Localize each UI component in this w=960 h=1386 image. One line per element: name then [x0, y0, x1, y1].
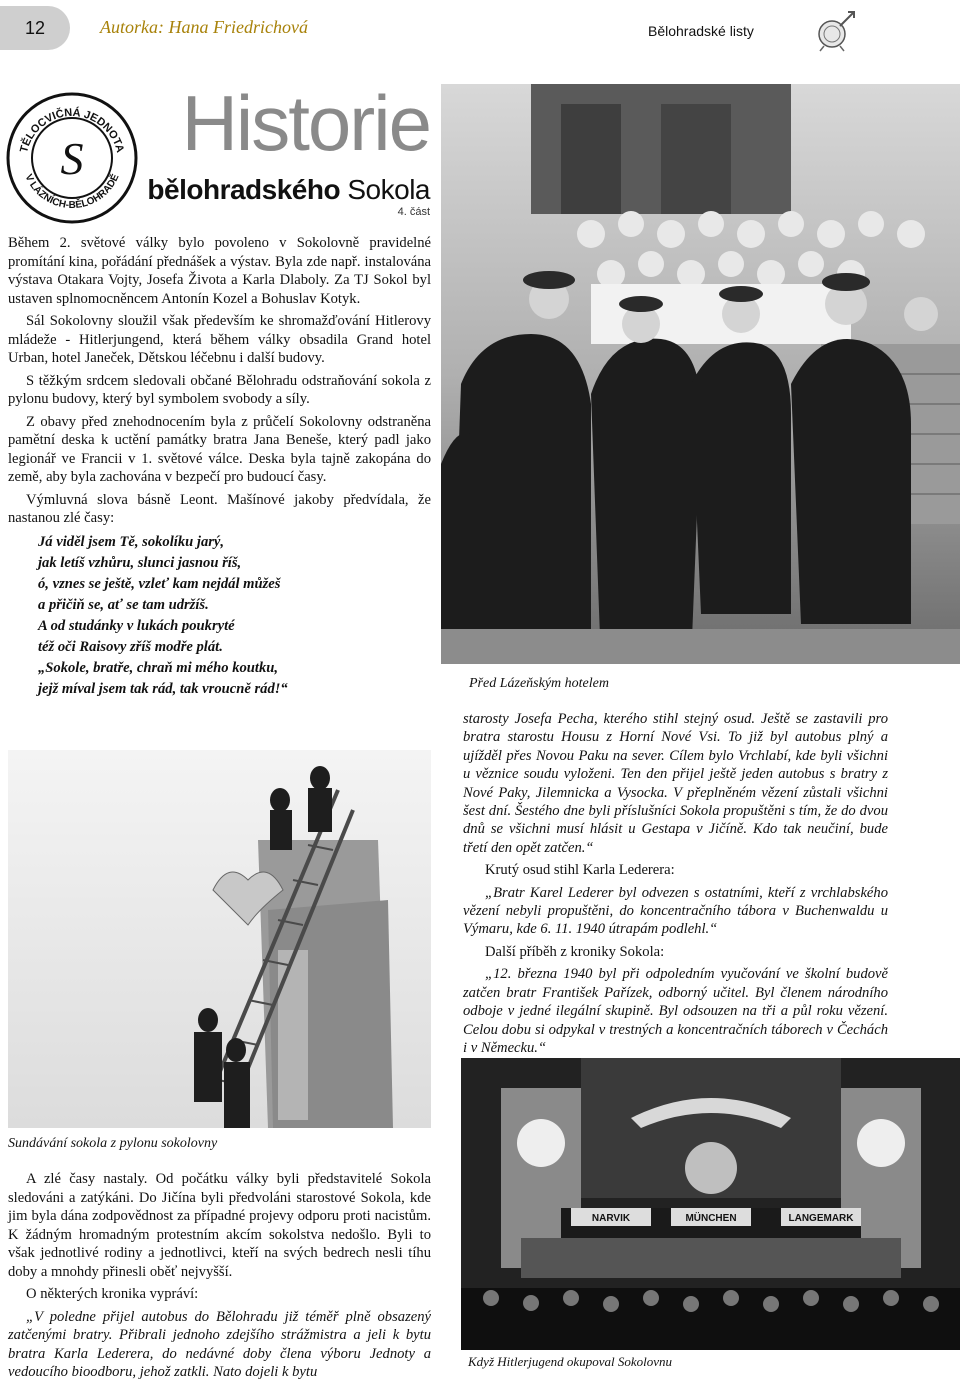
paragraph: Sál Sokolovny sloužil však především ke shromažďování Hitlerovy mládeže - Hitlerjungend, která během války obsadila Grand hotel Urban, hotel Janeček, Dětskou léčebnu i další budovy. [8, 313, 431, 366]
subtitle-bold: bělohradského [147, 174, 341, 205]
left-column [8, 234, 431, 700]
banner-munchen: MÜNCHEN [685, 1213, 737, 1224]
paragraph: S těžkým srdcem sledovali občané Bělohradu odstraňování sokola z pylonu budovy, který byl symbolem svobody a síly. [8, 372, 431, 407]
caption-hitlerjugend: Když Hitlerjugend okupoval Sokolovnu [468, 1354, 672, 1369]
poem-line: ó, vznes se ještě, vzleť kam nejdál můžeš [38, 575, 281, 592]
right-column [463, 710, 888, 1061]
page-number: 12 [24, 17, 46, 38]
publication-logo-icon [814, 8, 858, 52]
article-part: 4. část [397, 206, 430, 218]
page-number-tab [0, 6, 70, 50]
author-line: Autorka: Hana Friedrichová [100, 17, 308, 37]
caption-falcon-removal: Sundávání sokola z pylonu sokolovny [8, 1136, 218, 1151]
paragraph: Krutý osud stihl Karla Lederera: [485, 862, 675, 879]
paragraph: Další příběh z kroniky Sokola: [485, 943, 665, 960]
seal-text-top: TĚLOCVIČNÁ JEDNOTA [18, 106, 126, 154]
photo-hitlerjugend-hall [461, 1058, 960, 1350]
photo-group-spa-hotel [441, 84, 960, 664]
sokol-seal-logo [6, 92, 138, 224]
seal-monogram: S [60, 133, 84, 184]
poem-line: jejž míval jsem tak rád, tak vroucně rád!“ [38, 680, 288, 697]
poem-line: „Sokole, bratře, chraň mi mého koutku, [38, 659, 279, 676]
poem-line: jak letíš vzhůru, slunci jasnou říš, [38, 554, 242, 571]
photo-falcon-removal [8, 750, 431, 1128]
seal-text-bottom: V LÁZNÍCH-BĚLOHRADĚ [22, 172, 122, 212]
poem-line: A od studánky v lukách poukryté [38, 617, 235, 634]
paragraph: starosty Josefa Pecha, kterého stihl stejný osud. Ještě se zastavili pro bratra starostu Housu z Horní Nové Vsi. To již byl autobus plný a ujížděl přes Novou Paku na sever. Cílem bylo Vrchlabí, kde byli všichni u věznice soudu vyloženi. Ten den přijel ještě jeden autobus s bratry z Nové Paky, Jilemnicka a Vysocka. V přeplněném vězení zůstali všichni šest dní. Šestého dne byli příslušníci Sokola propuštěni s tím, že do dvou dnů se všichni musí hlásit u Gestapa v Jičíně. Kdo tak neučiní, bude třetí den opět zatčen.“ [463, 711, 888, 856]
paragraph: „12. března 1940 byl při odpoledním vyučování ve školní budově zatčen bratr František Pařízek, odborný učitel. Byl členem národního odboje v jedné ilegální skupině. Byl odsouzen na tři a půl roku vězení. Celou dobu si odpykal v trestných a koncentračních táborech v Čechách i v Německu.“ [463, 966, 888, 1056]
paragraph: O některých kronika vypráví: [26, 1286, 199, 1302]
banner-narvik: NARVIK [591, 1213, 631, 1224]
bottom-left-column [8, 1170, 431, 1386]
subtitle-light: Sokola [347, 174, 430, 205]
article-subtitle [140, 174, 430, 206]
article-title: Historie [181, 79, 430, 167]
caption-spa-hotel: Před Lázeňským hotelem [469, 676, 609, 691]
paragraph: Z obavy před znehodnocením byla z průčelí Sokolovny odstraněna pamětní deska k uctění památky bratra Jana Beneše, který padl jako legionář ve Francii v 1. světové válce. Deska byla tajně zakopána do země, aby byla zachována v bezpečí pro budoucí časy. [8, 413, 431, 485]
poem-line: a přičiň se, ať se tam udržíš. [38, 596, 209, 613]
paragraph: Během 2. světové války bylo povoleno v Sokolovně pravidelné promítání kina, pořádání přednášek a výstav. Byla zde např. instalována výstava Otakara Vojty, Josefa Života a Karla Dlaboly. Za TJ Sokol byl ustaven splnomocněncem Antonín Kozel a Bohuslav Kotyk. [8, 235, 431, 307]
poem [38, 532, 431, 700]
paragraph: Výmluvná slova básně Leont. Mašínové jakoby předvídala, že nastanou zlé časy: [8, 491, 431, 526]
publication-name: Bělohradské listy [648, 23, 754, 39]
poem-line: též oči Raisovy zříš modře plát. [38, 638, 223, 655]
paragraph: A zlé časy nastaly. Od počátku války byli představitelé Sokola sledováni a zatýkáni. Do Jičína byli předvoláni starostové Sokola, kde jim byla dána zodpovědnost za případné projevy odporu proti nacistům. K žádným hromadným protestním akcím sokolstva nedošlo. Byli to však jednotlivé rodiny a jednotlivci, kteří na svých bedrech nesli tíhu doby a mnohdy přinesli oběť nejvyšší. [8, 1171, 431, 1280]
paragraph: „V poledne přijel autobus do Bělohradu již téměř plně obsazený zatčenými bratry. Přibrali jednoho zdejšího strážmistra a jeli k bytu bratra Karla Lederera, do nedávné doby člena výboru Jednoty a vedoucího bioodboru, jehož zatkli. Nato dojeli k bytu [8, 1308, 431, 1380]
banner-langemark: LANGEMARK [788, 1213, 854, 1224]
poem-line: Já viděl jsem Tě, sokolíku jarý, [38, 533, 225, 550]
paragraph: „Bratr Karel Lederer byl odvezen s ostatními, kteří z vrchlabského vězení nebyli propuštěni, do koncentračního tábora v Buchenwaldu u Výmaru, kde 6. 11. 1940 útrapám podlehl.“ [463, 884, 888, 938]
